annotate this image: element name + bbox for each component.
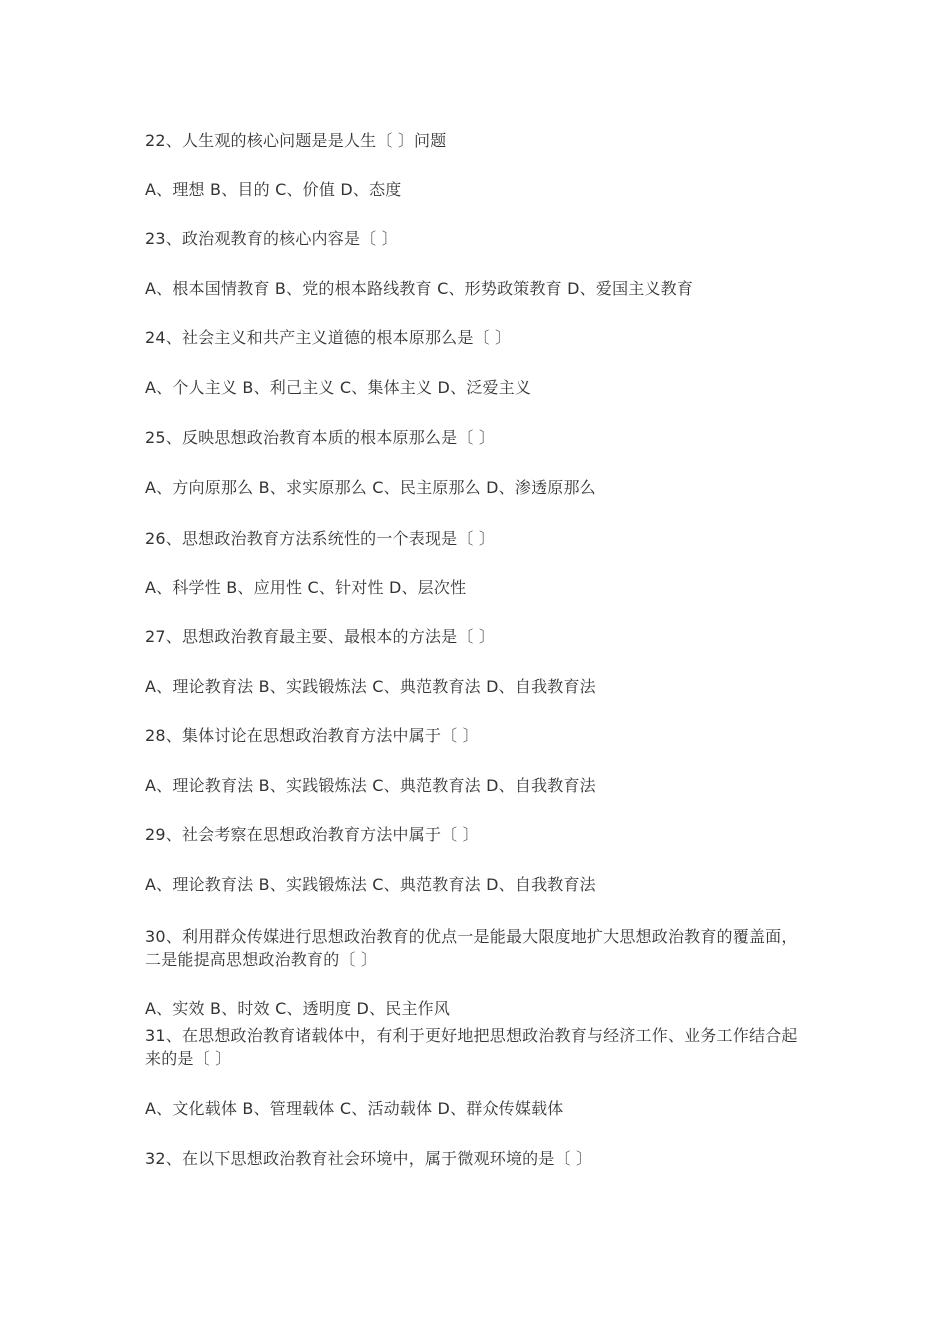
question-26: 26、思想政治教育方法系统性的一个表现是〔 〕 [145,529,496,548]
question-31-line-1: 31、在思想政治教育诸载体中，有利于更好地把思想政治教育与经济工作、业务工作结合起 [145,1026,798,1045]
question-31-line-2: 来的是〔 〕 [145,1049,232,1068]
options-29: A、理论教育法 B、实践锻炼法 C、典范教育法 D、自我教育法 [145,875,596,894]
options-24: A、个人主义 B、利己主义 C、集体主义 D、泛爱主义 [145,378,532,397]
options-27: A、理论教育法 B、实践锻炼法 C、典范教育法 D、自我教育法 [145,677,596,696]
options-31: A、文化载体 B、管理载体 C、活动载体 D、群众传媒载体 [145,1099,564,1118]
question-30-line-1: 30、利用群众传媒进行思想政治教育的优点一是能最大限度地扩大思想政治教育的覆盖面， [145,927,798,946]
question-28: 28、集体讨论在思想政治教育方法中属于〔 〕 [145,726,479,745]
question-29: 29、社会考察在思想政治教育方法中属于〔 〕 [145,825,479,844]
options-30: A、实效 B、时效 C、透明度 D、民主作风 [145,999,451,1018]
options-26: A、科学性 B、应用性 C、针对性 D、层次性 [145,578,467,597]
question-30-line-2: 二是能提高思想政治教育的〔 〕 [145,950,378,969]
question-23: 23、政治观教育的核心内容是〔 〕 [145,229,398,248]
options-22: A、理想 B、目的 C、价值 D、态度 [145,180,402,199]
question-24: 24、社会主义和共产主义道德的根本原那么是〔 〕 [145,328,512,347]
question-27: 27、思想政治教育最主要、最根本的方法是〔 〕 [145,627,496,646]
question-22: 22、人生观的核心问题是是人生〔 〕问题 [145,131,447,150]
question-32: 32、在以下思想政治教育社会环境中，属于微观环境的是〔 〕 [145,1149,593,1168]
options-28: A、理论教育法 B、实践锻炼法 C、典范教育法 D、自我教育法 [145,776,596,795]
options-23: A、根本国情教育 B、党的根本路线教育 C、形势政策教育 D、爱国主义教育 [145,279,694,298]
options-25: A、方向原那么 B、求实原那么 C、民主原那么 D、渗透原那么 [145,478,596,497]
question-25: 25、反映思想政治教育本质的根本原那么是〔 〕 [145,428,496,447]
